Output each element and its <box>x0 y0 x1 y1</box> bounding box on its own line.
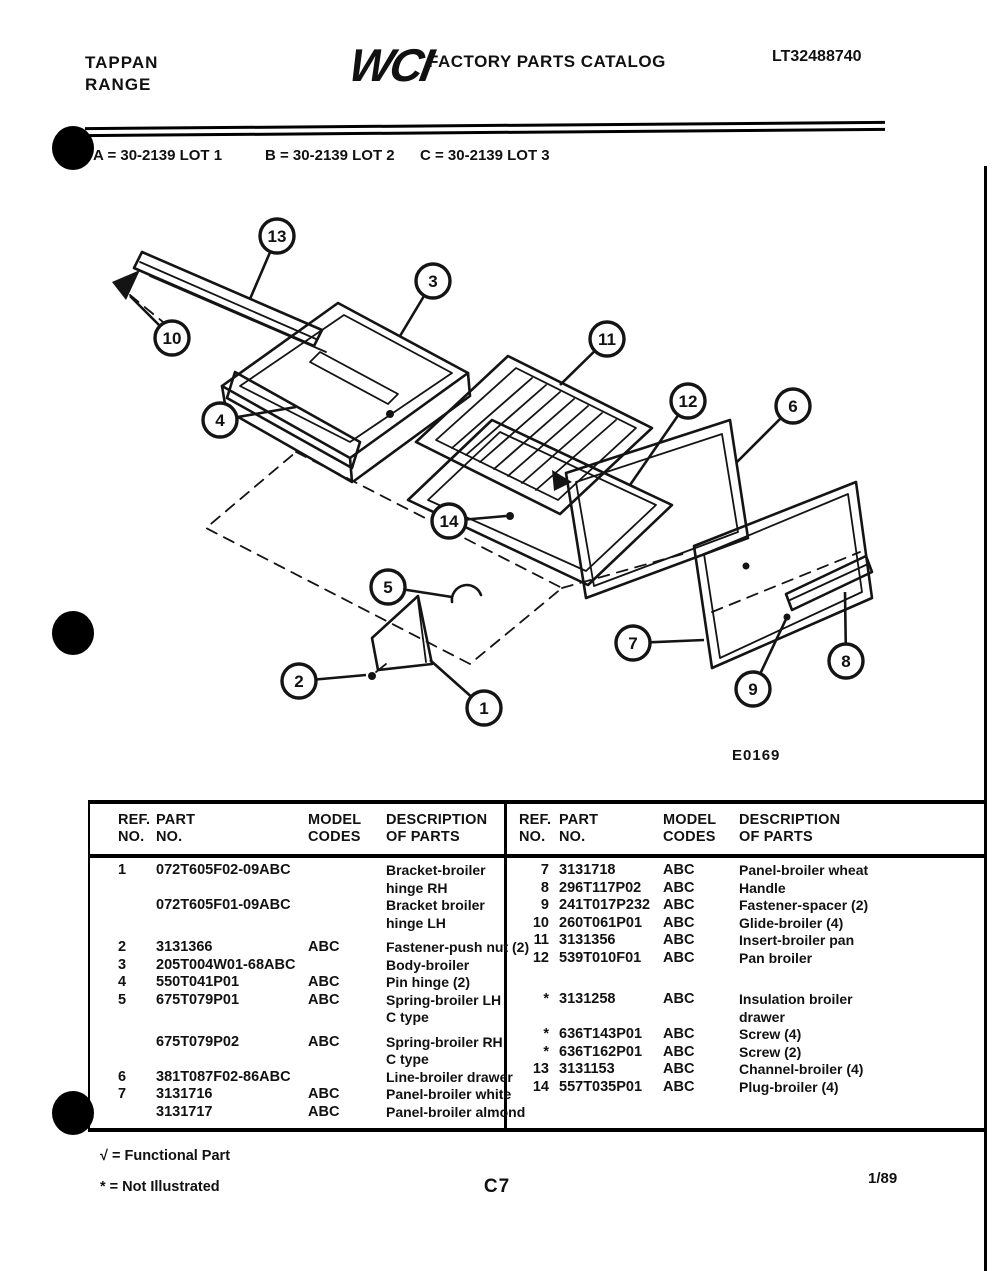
cell-code <box>308 957 386 975</box>
cell-part: 3131366 <box>156 939 213 955</box>
drawer-dashed-outline <box>206 452 562 664</box>
cell-desc: Channel-broiler (4) <box>739 1061 864 1077</box>
insert-pan-inner <box>436 368 636 500</box>
callout-number: 5 <box>383 578 393 597</box>
cell-ref: 9 <box>540 897 549 913</box>
cell-code: ABC <box>308 1103 340 1120</box>
callout-7 <box>616 626 704 660</box>
cell-part: 3131258 <box>559 991 616 1007</box>
table-body-left <box>118 862 530 1121</box>
cell-ref <box>118 1104 156 1122</box>
cell-part: 3131153 <box>559 1061 615 1077</box>
body-broiler-slot <box>310 352 398 404</box>
cell-part: 3131716 <box>156 1086 213 1102</box>
cell-ref: 7 <box>118 1086 127 1102</box>
cell-part: 381T087F02-86ABC <box>156 1068 291 1085</box>
cell-desc: Screw (2) <box>739 1043 802 1060</box>
table-row <box>118 957 504 975</box>
cell-desc: Insulation broiler drawer <box>739 991 853 1025</box>
callout-1 <box>430 660 501 725</box>
callout-number: 4 <box>215 411 225 430</box>
header-rule <box>85 121 885 141</box>
cell-code: ABC <box>308 1033 340 1050</box>
wci-logo: WCI <box>345 39 436 91</box>
cell-ref: 2 <box>118 939 127 955</box>
callout-number: 11 <box>598 330 616 349</box>
parts-table-right-half <box>507 804 985 1128</box>
cell-code: ABC <box>663 991 695 1007</box>
cell-part: 260T061P01 <box>559 914 643 931</box>
callout-number: 6 <box>788 397 798 416</box>
cell-code: ABC <box>663 1078 695 1095</box>
column-header: REF. NO. <box>118 812 151 845</box>
cell-desc: Panel-broiler almond <box>386 1103 526 1120</box>
table-row <box>519 1079 985 1097</box>
cell-part: 539T010F01 <box>559 949 642 966</box>
cell-part: 636T162P01 <box>559 1043 643 1060</box>
cell-code: ABC <box>663 949 695 966</box>
cell-desc: Spring-broiler RH C type <box>386 1033 503 1067</box>
table-row <box>118 1103 526 1122</box>
cell-part: 557T035P01 <box>559 1078 643 1095</box>
table-row <box>118 1086 512 1104</box>
cell-desc: Plug-broiler (4) <box>739 1078 839 1095</box>
cell-part: 205T004W01-68ABC <box>156 956 296 973</box>
table-header-left <box>118 812 504 846</box>
cell-part: 636T143P01 <box>559 1026 643 1042</box>
callout-14 <box>432 504 506 538</box>
brand-name <box>85 52 158 96</box>
cell-part: 241T017P232 <box>559 897 651 913</box>
cell-desc: Pan broiler <box>739 949 813 966</box>
cell-desc: Screw (4) <box>739 1026 802 1042</box>
callout-2 <box>282 664 366 698</box>
callout-11 <box>560 322 624 385</box>
callout-3 <box>400 264 450 336</box>
cell-part: 3131717 <box>156 1103 213 1120</box>
legend-functional-part: √ = Functional Part <box>100 1148 231 1164</box>
callout-12 <box>630 384 705 485</box>
pin-hinge-part <box>386 410 394 418</box>
cell-code <box>308 862 386 897</box>
column-header: MODEL CODES <box>308 812 362 845</box>
plug-part <box>506 512 514 520</box>
panel-7-inner <box>704 494 862 658</box>
figure-code: E0169 <box>732 747 781 764</box>
channel-strip-part <box>786 556 872 610</box>
callout-number: 8 <box>841 652 851 671</box>
column-header: DESCRIPTION OF PARTS <box>386 812 488 845</box>
cell-code: ABC <box>308 991 340 1008</box>
cell-part: 296T117P02 <box>559 879 642 896</box>
spring-part <box>452 585 481 602</box>
cell-code: ABC <box>308 939 340 955</box>
column-header: REF. NO. <box>519 812 552 845</box>
cell-ref: * <box>543 1043 549 1060</box>
cell-ref: 11 <box>533 932 549 948</box>
callout-number: 2 <box>294 672 304 691</box>
cell-ref: 8 <box>540 879 549 896</box>
callout-number: 13 <box>267 227 287 246</box>
table-row <box>519 950 985 968</box>
cell-code: ABC <box>663 1043 695 1060</box>
parts-table-left-half <box>90 804 530 1128</box>
table-row <box>519 862 985 880</box>
cell-desc: Panel-broiler wheat <box>739 862 869 878</box>
cell-desc: Fastener-spacer (2) <box>739 897 869 913</box>
table-row <box>118 862 504 897</box>
callout-9 <box>736 617 787 706</box>
callout-6 <box>737 389 810 462</box>
legend-not-illustrated: * = Not Illustrated <box>100 1179 220 1195</box>
callout-5 <box>371 570 452 604</box>
lot-code-a: A = 30-2139 LOT 1 <box>93 147 223 164</box>
panel-6-inner <box>576 434 738 586</box>
table-row <box>118 992 504 1027</box>
table-row <box>519 1061 985 1079</box>
diagram-parts <box>112 252 872 680</box>
document-number: LT32488740 <box>772 48 862 65</box>
callout-number: 10 <box>162 329 182 348</box>
cell-desc: Body-broiler <box>386 956 470 973</box>
callout-number: 9 <box>748 680 758 699</box>
cell-ref: * <box>543 991 549 1007</box>
glide-part <box>112 270 140 300</box>
cell-part: 3131356 <box>559 932 616 948</box>
table-header-right <box>519 812 985 846</box>
row-spacer <box>118 932 504 939</box>
cell-ref: 3 <box>118 956 127 973</box>
parts-table <box>88 800 985 1132</box>
cell-desc: Line-broiler drawer <box>386 1068 513 1085</box>
callout-13 <box>250 219 294 299</box>
cell-part: 072T605F01-09ABC <box>156 897 291 913</box>
cell-ref: 14 <box>532 1078 549 1095</box>
table-row <box>118 1068 513 1087</box>
cell-desc: Panel-broiler white <box>386 1086 512 1102</box>
table-row <box>519 1026 985 1044</box>
row-spacer <box>118 1027 504 1034</box>
cell-desc: Fastener-push nut (2) <box>386 939 530 955</box>
exploded-diagram <box>0 175 1000 765</box>
callout-number: 1 <box>479 699 489 718</box>
column-header: PART NO. <box>156 812 196 845</box>
cell-part: 072T605F02-09ABC <box>156 862 291 878</box>
cell-desc: Bracket-broiler hinge RH <box>386 862 486 896</box>
header-rule-bar-2 <box>85 128 885 137</box>
catalog-title: FACTORY PARTS CATALOG <box>428 52 666 71</box>
cell-code: ABC <box>663 1061 695 1077</box>
cell-desc: Handle <box>739 879 786 896</box>
date-code: 1/89 <box>868 1170 898 1187</box>
cell-part: 675T079P02 <box>156 1033 240 1050</box>
cell-ref: * <box>543 1026 549 1042</box>
table-row <box>519 915 985 933</box>
push-nut-part <box>368 672 376 680</box>
cell-code: ABC <box>308 1086 340 1102</box>
cell-code: ABC <box>663 932 695 948</box>
cell-desc: Glide-broiler (4) <box>739 914 844 931</box>
cell-code: ABC <box>663 914 695 931</box>
cell-ref: 12 <box>532 949 549 966</box>
table-row <box>519 880 985 898</box>
cell-code <box>308 1069 386 1087</box>
cell-code: ABC <box>663 879 695 896</box>
cell-ref <box>118 1034 156 1069</box>
lot-code-b: B = 30-2139 LOT 2 <box>265 147 395 164</box>
table-row <box>519 897 985 915</box>
column-header: DESCRIPTION OF PARTS <box>739 812 841 845</box>
cell-ref: 10 <box>532 914 549 931</box>
cell-part: 550T041P01 <box>156 974 240 990</box>
callout-number: 7 <box>628 634 638 653</box>
page-number: C7 <box>483 1176 511 1197</box>
callout-number: 12 <box>678 392 698 411</box>
table-row <box>118 897 504 932</box>
cell-part: 675T079P01 <box>156 991 240 1008</box>
table-row <box>519 932 985 950</box>
lot-code-c: C = 30-2139 LOT 3 <box>420 147 550 164</box>
model-lot-line <box>0 147 1000 167</box>
table-row <box>519 991 985 1026</box>
cell-code: ABC <box>663 897 695 913</box>
row-spacer <box>519 967 985 991</box>
cell-code <box>308 897 386 932</box>
cell-ref <box>118 897 156 932</box>
cell-code: ABC <box>308 974 340 990</box>
column-header: MODEL CODES <box>663 812 717 845</box>
cell-desc: Pin hinge (2) <box>386 974 470 990</box>
table-row <box>118 939 530 957</box>
cell-ref: 5 <box>118 991 127 1008</box>
cell-ref: 1 <box>118 862 127 878</box>
cell-ref: 13 <box>532 1061 549 1077</box>
callout-10 <box>130 296 189 355</box>
table-row <box>519 1044 985 1062</box>
cell-ref: 4 <box>118 974 127 990</box>
callout-number: 3 <box>428 272 438 291</box>
cell-code: ABC <box>663 1026 695 1042</box>
cell-ref: 7 <box>540 862 549 878</box>
glide-dash-line <box>130 295 163 322</box>
cell-desc: Spring-broiler LH C type <box>386 991 502 1025</box>
cell-desc: Insert-broiler pan <box>739 932 855 948</box>
table-body-right <box>519 862 985 1096</box>
cell-part: 3131718 <box>559 862 616 878</box>
cell-ref: 6 <box>118 1068 127 1085</box>
callout-number: 14 <box>439 512 459 531</box>
table-row <box>118 974 504 992</box>
cell-desc: Bracket broiler hinge LH <box>386 897 485 931</box>
brand-line-1: TAPPAN <box>85 53 159 72</box>
brand-line-2: RANGE <box>85 75 152 94</box>
cell-code: ABC <box>663 862 695 878</box>
panel-7-fastener-a <box>743 563 750 570</box>
column-header: PART NO. <box>559 812 599 845</box>
table-row <box>118 1034 504 1069</box>
